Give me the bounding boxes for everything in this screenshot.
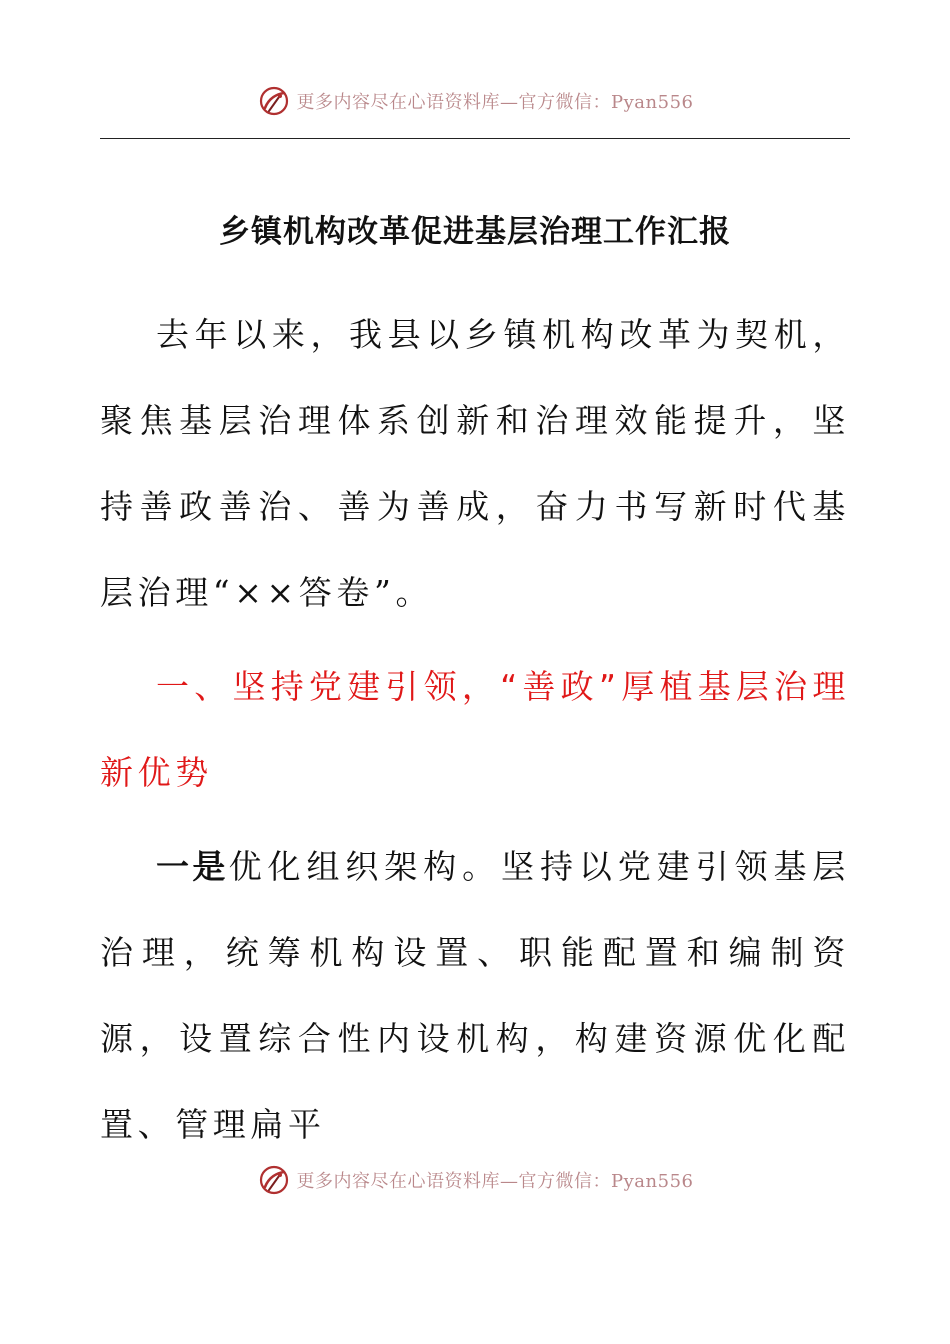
header-divider bbox=[100, 138, 850, 139]
watermark-text: 更多内容尽在心语资料库—官方微信：Pyan556 bbox=[296, 1171, 694, 1192]
footer-watermark bbox=[0, 1163, 950, 1197]
point-paragraph-1 bbox=[100, 824, 850, 1168]
section-heading-1: 一、坚持党建引领，“善政”厚植基层治理新优势 bbox=[100, 667, 850, 792]
point-lead: 一是 bbox=[156, 847, 229, 886]
header-watermark bbox=[0, 84, 950, 118]
pen-swirl-icon bbox=[257, 1163, 291, 1197]
watermark-text: 更多内容尽在心语资料库—官方微信：Pyan556 bbox=[296, 92, 694, 113]
intro-paragraph: 去年以来，我县以乡镇机构改革为契机，聚焦基层治理体系创新和治理效能提升，坚持善政善治、善为善成，奋力书写新时代基层治理“××答卷”。 bbox=[100, 315, 850, 612]
point-text: 优化组织架构。坚持以党建引领基层治理，统筹机构设置、职能配置和编制资源，设置综合性内设机构，构建资源优化配置、管理扁平 bbox=[100, 847, 850, 1144]
document-title: 乡镇机构改革促进基层治理工作汇报 bbox=[219, 214, 731, 250]
pen-swirl-icon bbox=[257, 84, 291, 118]
